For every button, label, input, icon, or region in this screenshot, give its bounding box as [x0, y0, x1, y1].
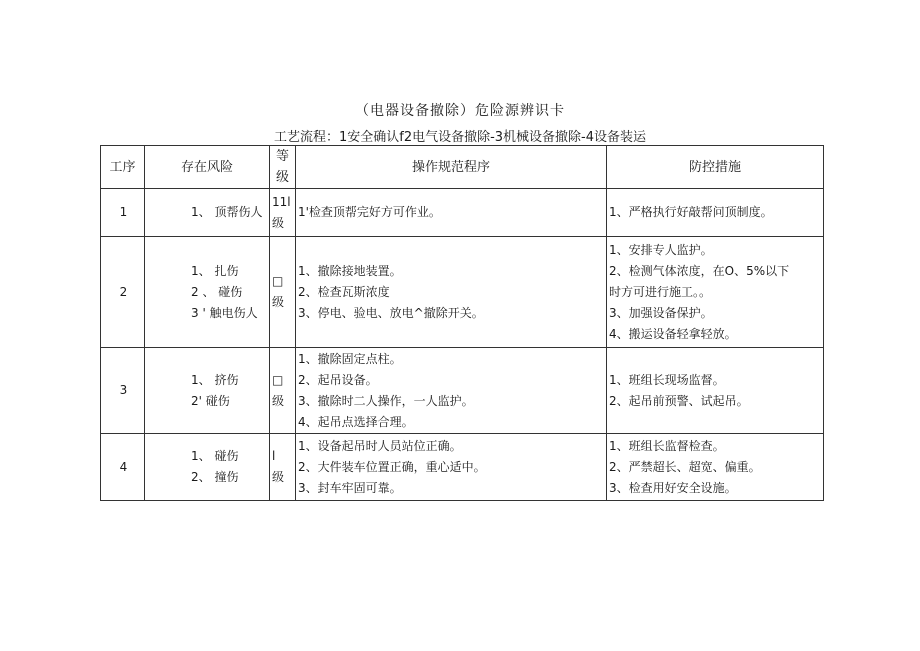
level-mark: □: [272, 274, 284, 288]
control-item: 时方可进行施工。。: [609, 284, 712, 299]
procedure-cell: [296, 434, 607, 501]
procedure-cell: [296, 348, 607, 434]
procedure-item: 4、起吊点选择合理。: [298, 414, 414, 429]
seq-cell: 3: [101, 348, 145, 434]
procedure-item: 1、设备起吊时人员站位正确。: [298, 438, 462, 453]
risk-cell: [145, 189, 270, 237]
table-row: [101, 189, 824, 237]
risk-cell: [145, 348, 270, 434]
header-procedure: 操作规范程序: [296, 146, 607, 189]
procedure-item: 2、检查瓦斯浓度: [298, 284, 390, 299]
procedure-cell: [296, 189, 607, 237]
seq-cell: 4: [101, 434, 145, 501]
procedure-item: 2、大件装车位置正确，重心适中。: [298, 459, 486, 474]
control-item: 1、班组长现场监督。: [609, 372, 725, 387]
header-level: [270, 146, 296, 189]
risk-item: 2' 碰伤: [191, 393, 230, 408]
procedure-item: 3、停电、验电、放电^撤除开关。: [298, 305, 484, 320]
seq-cell: 1: [101, 189, 145, 237]
procedure-item: 1、撤除固定点柱。: [298, 351, 402, 366]
control-cell: [607, 434, 824, 501]
control-item: 2、起吊前预警、试起吊。: [609, 393, 749, 408]
risk-cell: [145, 434, 270, 501]
level-unit: 级: [272, 393, 285, 408]
header-seq: 工序: [101, 146, 145, 189]
risk-item: 1、 碰伤: [191, 449, 239, 463]
control-item: 4、搬运设备轻拿轻放。: [609, 326, 737, 341]
risk-item: 3 ' 触电伤人: [191, 305, 258, 320]
process-flow: 工艺流程：1安全确认f2电气设备撤除-3机械设备撤除-4设备装运: [273, 130, 647, 145]
header-level-2: 级: [275, 170, 289, 185]
risk-item: 1、 挤伤: [191, 372, 239, 387]
table-row: [101, 348, 824, 434]
control-cell: [607, 189, 824, 237]
procedure-cell: [296, 237, 607, 348]
procedure-item: 1'检查顶帮完好方可作业。: [298, 205, 441, 219]
risk-item: 1、 扎伤: [191, 263, 239, 278]
level-cell: [270, 237, 296, 348]
procedure-item: 2、起吊设备。: [298, 372, 378, 387]
control-item: 2、严禁超长、超宽、偏重。: [609, 459, 761, 474]
level-unit: 级: [272, 215, 285, 230]
header-level-1: 等: [275, 149, 289, 164]
table-row: [101, 434, 824, 501]
seq-cell: 2: [101, 237, 145, 348]
header-row: [101, 146, 824, 189]
level-cell: [270, 189, 296, 237]
header-control: 防控措施: [607, 146, 824, 189]
control-item: 2、检测气体浓度，在O、5%以下: [609, 263, 790, 278]
control-item: 1、严格执行好敲帮问顶制度。: [609, 205, 773, 219]
control-cell: [607, 237, 824, 348]
risk-item: 2 、 碰伤: [191, 284, 243, 299]
procedure-item: 3、封车牢固可靠。: [298, 480, 402, 495]
control-item: 1、班组长监督检查。: [609, 438, 725, 453]
level-mark: 11l: [272, 194, 291, 209]
control-item: 3、加强设备保护。: [609, 305, 713, 320]
risk-item: 2、 撞伤: [191, 470, 239, 484]
level-unit: 级: [272, 470, 285, 484]
level-cell: [270, 348, 296, 434]
procedure-item: 1、撤除接地装置。: [298, 263, 402, 278]
table-row: [101, 237, 824, 348]
hazard-table: [100, 145, 824, 501]
risk-cell: [145, 237, 270, 348]
control-cell: [607, 348, 824, 434]
level-mark: □: [272, 372, 284, 387]
level-mark: l: [272, 449, 276, 463]
header-risk: 存在风险: [145, 146, 270, 189]
control-item: 1、安排专人监护。: [609, 242, 713, 257]
risk-item: 1、 顶帮伤人: [191, 205, 263, 219]
card-title: （电器设备撤除）危险源辨识卡: [355, 103, 565, 119]
control-item: 3、检查用好安全设施。: [609, 480, 737, 495]
level-cell: [270, 434, 296, 501]
level-unit: 级: [272, 295, 285, 309]
procedure-item: 3、撤除时二人操作，一人监护。: [298, 393, 474, 408]
